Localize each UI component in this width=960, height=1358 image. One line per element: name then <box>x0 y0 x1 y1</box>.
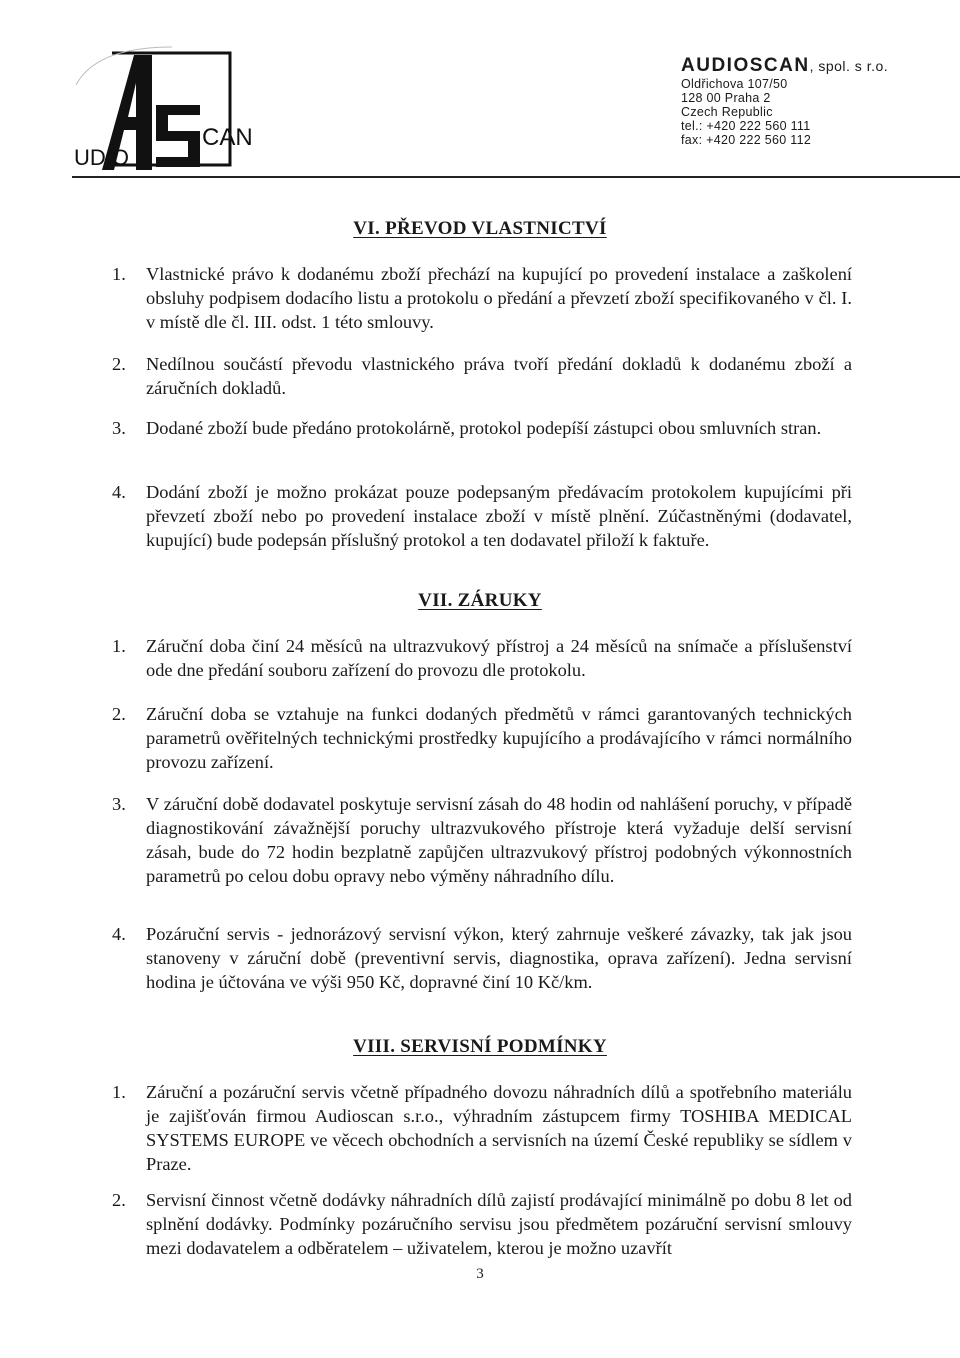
item-text: Vlastnické právo k dodanému zboží přechází na kupující po provedení instalace a zaškolení obsluhy podpisem dodacího listu a protokolu o předání a převzetí zboží specifikovaného v čl. I. v místě dle čl. III. odst. 1 této smlouvy. <box>146 264 852 332</box>
item-number: 1. <box>112 636 126 656</box>
section-heading-vii: VII. ZÁRUKY <box>418 590 542 611</box>
item-number: 2. <box>112 1190 126 1210</box>
audioscan-logo <box>72 45 282 175</box>
company-info <box>681 55 888 147</box>
item-number: 3. <box>112 794 126 814</box>
item-number: 2. <box>112 704 126 724</box>
item-text: Nedílnou součástí převodu vlastnického práva tvoří předání dokladů k dodanému zboží a záručních dokladů. <box>146 354 852 398</box>
item-number: 1. <box>112 264 126 284</box>
item-number: 1. <box>112 1082 126 1102</box>
company-name: AUDIOSCAN, spol. s r.o. <box>681 55 889 76</box>
item-text: V záruční době dodavatel poskytuje servisní zásah do 48 hodin od nahlášení poruchy, v případě diagnostikování závažnější poruchy ultrazvukového přístroje která vyžaduje delší servisní zásah, bude do 72 hodin bezplatně zapůjčen ultrazvukový přístroj podobných výkonnostních parametrů po celou dobu opravy nebo výměny náhradního dílu. <box>146 794 852 886</box>
section-heading-vi: VI. PŘEVOD VLASTNICTVÍ <box>353 218 607 239</box>
item-number: 2. <box>112 354 126 374</box>
item-text: Dodání zboží je možno prokázat pouze podepsaným předávacím protokolem kupujícími při převzetí zboží nebo po provedení instalace zboží v místě plnění. Zúčastněnými (dodavatel, kupující) bude podepsán příslušný protokol a ten dodavatel přiloží k faktuře. <box>146 482 852 550</box>
item-number: 4. <box>112 924 126 944</box>
page-number: 3 <box>476 1266 484 1282</box>
header-divider <box>72 176 960 178</box>
item-number: 3. <box>112 418 126 438</box>
company-country: Czech Republic <box>681 105 773 119</box>
item-text: Záruční a pozáruční servis včetně případného dovozu náhradních dílů a spotřebního materiálu je zajišťován firmou Audioscan s.r.o., výhradním zástupcem firmy TOSHIBA MEDICAL SYSTEMS EUROPE ve věcech obchodních a servisních na území České republiky se sídlem v Praze. <box>146 1082 852 1174</box>
item-text: Dodané zboží bude předáno protokolárně, protokol podepíší zástupci obou smluvních stran. <box>146 418 822 438</box>
company-fax: fax: +420 222 560 112 <box>681 133 812 147</box>
company-phone: tel.: +420 222 560 111 <box>681 119 811 133</box>
section-heading-viii: VIII. SERVISNÍ PODMÍNKY <box>353 1036 607 1057</box>
item-text: Záruční doba činí 24 měsíců na ultrazvukový přístroj a 24 měsíců na snímače a příslušenství ode dne předání souboru zařízení do provozu dle protokolu. <box>146 636 852 680</box>
logo-can-text: CAN <box>202 124 253 151</box>
item-text: Servisní činnost včetně dodávky náhradních dílů zajistí prodávající minimálně po dobu 8 let od splnění dodávky. Podmínky pozáručního servisu jsou předmětem pozáruční servisní smlouvy mezi dodavatelem a odběratelem – uživatelem, kterou je možno uzavřít <box>146 1190 852 1258</box>
company-address-street: Oldřichova 107/50 <box>681 77 788 91</box>
logo-udio-text: UDIO <box>74 145 129 170</box>
item-number: 4. <box>112 482 126 502</box>
item-text: Záruční doba se vztahuje na funkci dodaných předmětů v rámci garantovaných technických parametrů ověřitelných technickými prostředky kupujícího a prodávajícího v rámci normálního provozu zařízení. <box>146 704 852 772</box>
item-text: Pozáruční servis - jednorázový servisní výkon, který zahrnuje veškeré závazky, tak jak jsou stanoveny v záruční době (preventivní servis, diagnostika, oprava zařízení). Jedna servisní hodina je účtována ve výši 950 Kč, dopravné činí 10 Kč/km. <box>146 924 852 992</box>
company-address-city: 128 00 Praha 2 <box>681 91 771 105</box>
